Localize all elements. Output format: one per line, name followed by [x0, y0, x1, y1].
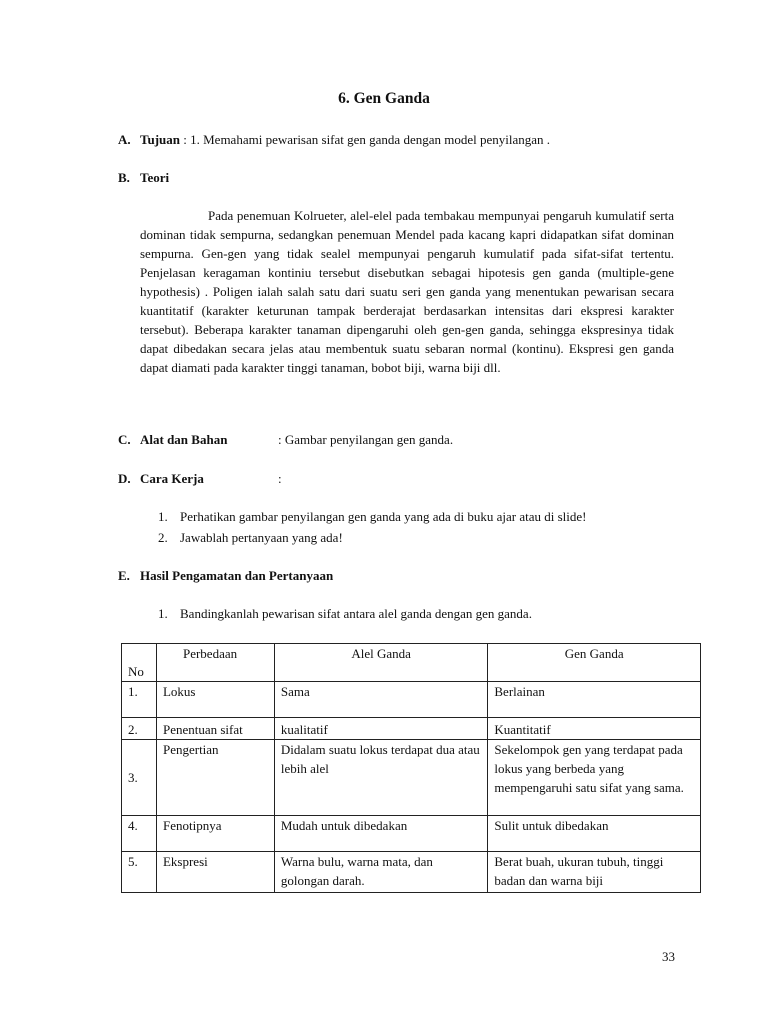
section-e-label: E.: [118, 568, 130, 583]
header-alel-ganda: Alel Ganda: [274, 644, 488, 682]
section-c-name: Alat dan Bahan: [140, 432, 228, 447]
section-a-label: A.: [118, 132, 131, 147]
steps-list: [158, 507, 586, 549]
table-row: [122, 816, 701, 852]
question-1: [158, 604, 532, 623]
cell-alel-ganda: Warna bulu, warna mata, dan golongan darah.: [274, 852, 488, 893]
step-text: Perhatikan gambar penyilangan gen ganda yang ada di buku ajar atau di slide!: [180, 509, 587, 524]
theory-paragraph: Pada penemuan Kolrueter, alel-elel pada tembakau mempunyai pengaruh kumulatif serta dominan tidak sempurna, sedangkan penemuan Mendel pada kacang kapri didapatkan sifat dominan sempurna. Gen-gen yang tidak sealel mempunyai pengaruh kumulatif pada sifat-sifat tertentu. Penjelasan keragaman kontiniu tersebut disebutkan sebagai hipotesis gen ganda (multiple-gene hypothesis) . Poligen ialah salah satu dari suatu seri gen ganda yang menentukan pewarisan secara kuantitatif (karakter keturunan tampak berderajat berdasarkan intensitas dari ekspresi karakter tersebut). Beberapa karakter tanaman dipengaruhi oleh gen-gen ganda, sehingga ekspresinya tidak dapat dibedakan secara jelas atau membentuk suatu sebaran normal (kontinu). Ekspresi gen ganda dapat diamati pada karakter tinggi tanaman, bobot biji, warna biji dll.: [140, 208, 674, 375]
cell-gen-ganda: Berat buah, ukuran tubuh, tinggi badan dan warna biji: [488, 852, 701, 893]
section-a: [118, 130, 550, 149]
section-d-name: Cara Kerja: [140, 471, 204, 486]
question-text: Bandingkanlah pewarisan sifat antara alel ganda dengan gen ganda.: [180, 606, 532, 621]
section-d-label: D.: [118, 471, 131, 486]
cell-no: 4.: [122, 816, 157, 852]
table-row: [122, 718, 701, 740]
section-a-name: Tujuan: [140, 132, 180, 147]
table-row: [122, 852, 701, 893]
list-item: [158, 528, 586, 549]
cell-alel-ganda: Mudah untuk dibedakan: [274, 816, 488, 852]
comparison-table: [121, 643, 701, 893]
page-title: 6. Gen Ganda: [338, 90, 430, 107]
header-perbedaan: Perbedaan: [156, 644, 274, 682]
cell-perbedaan: Ekspresi: [156, 852, 274, 893]
cell-gen-ganda: Sekelompok gen yang terdapat pada lokus yang berbeda yang mempengaruhi satu sifat yang sama.: [488, 740, 701, 816]
cell-gen-ganda: Sulit untuk dibedakan: [488, 816, 701, 852]
question-number: 1.: [158, 606, 168, 621]
header-no: No: [122, 644, 157, 682]
cell-no: 2.: [122, 718, 157, 740]
cell-no: 5.: [122, 852, 157, 893]
cell-perbedaan: Fenotipnya: [156, 816, 274, 852]
cell-alel-ganda: kualitatif: [274, 718, 488, 740]
cell-no: 3.: [122, 740, 157, 816]
section-b: [118, 168, 169, 187]
table-row: [122, 682, 701, 718]
cell-no: 1.: [122, 682, 157, 718]
cell-gen-ganda: Berlainan: [488, 682, 701, 718]
section-a-text: : 1. Memahami pewarisan sifat gen ganda dengan model penyilangan .: [180, 132, 551, 147]
header-gen-ganda: Gen Ganda: [488, 644, 701, 682]
cell-alel-ganda: Didalam suatu lokus terdapat dua atau lebih alel: [274, 740, 488, 816]
list-item: [158, 507, 586, 528]
section-c-text: : Gambar penyilangan gen ganda.: [278, 432, 454, 447]
cell-alel-ganda: Sama: [274, 682, 488, 718]
section-b-label: B.: [118, 170, 130, 185]
section-e-name: Hasil Pengamatan dan Pertanyaan: [140, 568, 334, 583]
cell-perbedaan: Lokus: [156, 682, 274, 718]
page-number: 33: [662, 949, 675, 964]
table-row: [122, 740, 701, 816]
cell-perbedaan: Pengertian: [156, 740, 274, 816]
section-e: [118, 566, 333, 585]
step-number: 1.: [158, 509, 168, 524]
cell-gen-ganda: Kuantitatif: [488, 718, 701, 740]
section-d-text: :: [278, 471, 282, 486]
section-d: [118, 469, 204, 488]
section-b-name: Teori: [140, 170, 170, 185]
section-c-label: C.: [118, 432, 131, 447]
step-text: Jawablah pertanyaan yang ada!: [180, 530, 343, 545]
step-number: 2.: [158, 530, 168, 545]
table-header-row: [122, 644, 701, 682]
cell-perbedaan: Penentuan sifat: [156, 718, 274, 740]
section-c: [118, 430, 227, 449]
